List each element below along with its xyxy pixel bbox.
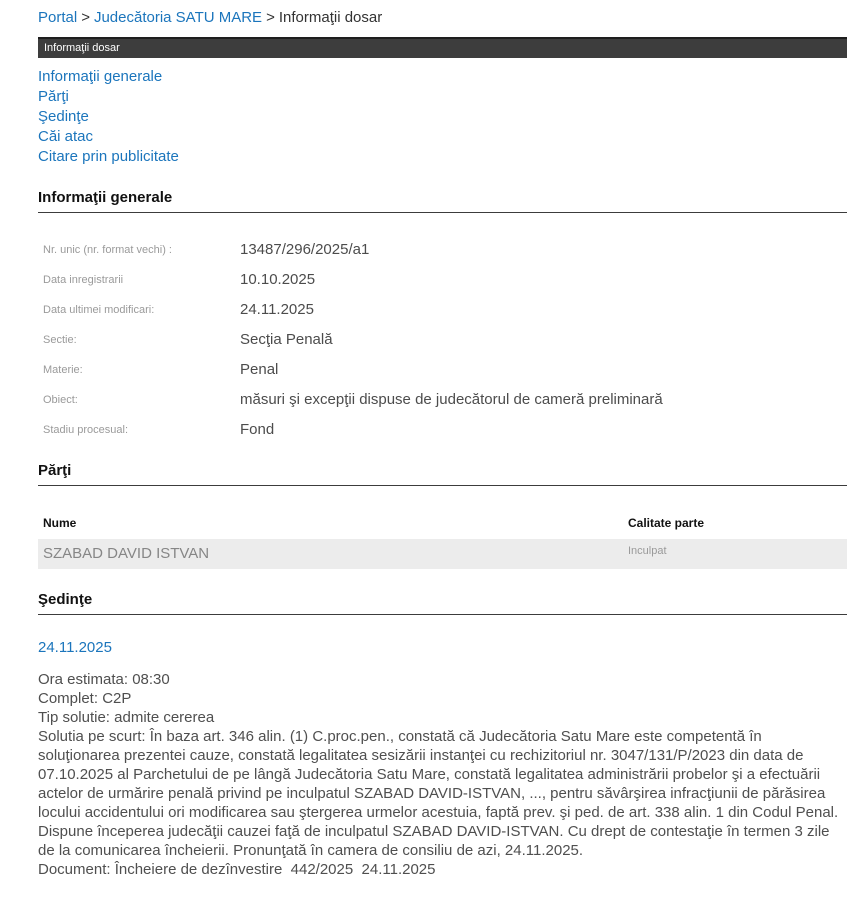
field-label: Obiect: [43,394,78,406]
field-row-data-ultimei-modificari [38,301,847,320]
nav-link-parti[interactable]: Părţi [38,88,69,105]
breadcrumb-separator: > [81,9,90,26]
field-label: Data ultimei modificari: [43,304,155,316]
field-value: Penal [240,361,279,378]
session-date-link[interactable]: 24.11.2025 [38,639,112,656]
tab-bar-informatii-dosar [38,37,847,58]
party-role: Inculpat [628,545,667,557]
column-header-calitate-parte: Calitate parte [628,516,705,530]
breadcrumb-current: Informaţii dosar [278,9,383,26]
breadcrumb-separator: > [266,9,275,26]
page-content [38,0,847,899]
section-heading-sedinte: Şedinţe [38,591,847,615]
nav-link-citare-publicitate[interactable]: Citare prin publicitate [38,148,179,165]
table-row [38,539,847,569]
breadcrumb [38,0,847,26]
tab-bar-title: Informaţii dosar [44,42,120,54]
session-solutia-pe-scurt: Solutia pe scurt: În baza art. 346 alin. (1) C.proc.pen., constată că Judecătoria Satu Mare este competentă în soluţionarea prezentei cauze, constată legalitatea sesizării instanţei cu rechizitoriul nr. 3047/131/P/2023 din data de 07.10.2025 al Parchetului de pe lângă Judecătoria Satu Mare, constată legalitatea administrării probelor şi a efectuării actelor de urmărire penală privind pe inculpatul SZABAD DAVID-ISTVAN, ..., pentru săvârşirea infracţiunii de părăsirea locului accidentului ori modificarea sau ştergerea urmelor acestuia, faptă prev. şi ped. de art. 338 alin. 1 din Codul Penal. Dispune începerea judecăţii cauzei faţă de inculpatul SZABAD DAVID-ISTVAN. Cu drept de contestaţie în termen 3 zile de la comunicarea încheierii. Pronunţată în camera de consiliu de azi, 24.11.2025. [38,728,843,859]
column-header-nume: Nume [43,516,77,530]
session-ora-estimata: Ora estimata: 08:30 [38,671,170,688]
field-value: 13487/296/2025/a1 [240,241,370,258]
field-value: Fond [240,421,275,438]
field-row-materie [38,361,847,380]
field-row-obiect [38,391,847,410]
breadcrumb-link-court[interactable]: Judecătoria SATU MARE [93,9,263,26]
field-label: Sectie: [43,334,77,346]
field-value: măsuri şi excepţii dispuse de judecătorul de cameră preliminară [240,391,663,408]
general-info-fields [38,241,847,440]
nav-link-cai-atac[interactable]: Căi atac [38,128,94,145]
session-item [38,639,847,879]
parties-table [38,516,847,569]
field-label: Materie: [43,364,83,376]
field-value: Secţia Penală [240,331,333,348]
breadcrumb-link-portal[interactable]: Portal [38,9,78,26]
field-label: Stadiu procesual: [43,424,128,436]
nav-link-sedinte[interactable]: Şedinţe [38,108,89,125]
party-name: SZABAD DAVID ISTVAN [43,545,210,562]
session-complet: Complet: C2P [38,690,132,707]
section-heading-parti: Părţi [38,462,847,486]
field-row-nr-unic [38,241,847,260]
field-value: 10.10.2025 [240,271,316,288]
field-row-data-inregistrarii [38,271,847,290]
section-heading-informatii-generale: Informaţii generale [38,189,847,213]
field-label: Nr. unic (nr. format vechi) : [43,244,172,256]
field-row-stadiu-procesual [38,421,847,440]
session-tip-solutie: Tip solutie: admite cererea [38,709,215,726]
field-label: Data inregistrarii [43,274,124,286]
session-document: Document: Încheiere de dezînvestire 442/2025 24.11.2025 [38,861,436,878]
section-nav [38,67,847,167]
nav-link-informatii-generale[interactable]: Informaţii generale [38,68,163,85]
bottom-spacer [38,879,847,899]
parties-table-header [38,516,847,539]
session-details [38,670,847,879]
field-value: 24.11.2025 [240,301,314,318]
field-row-sectie [38,331,847,350]
